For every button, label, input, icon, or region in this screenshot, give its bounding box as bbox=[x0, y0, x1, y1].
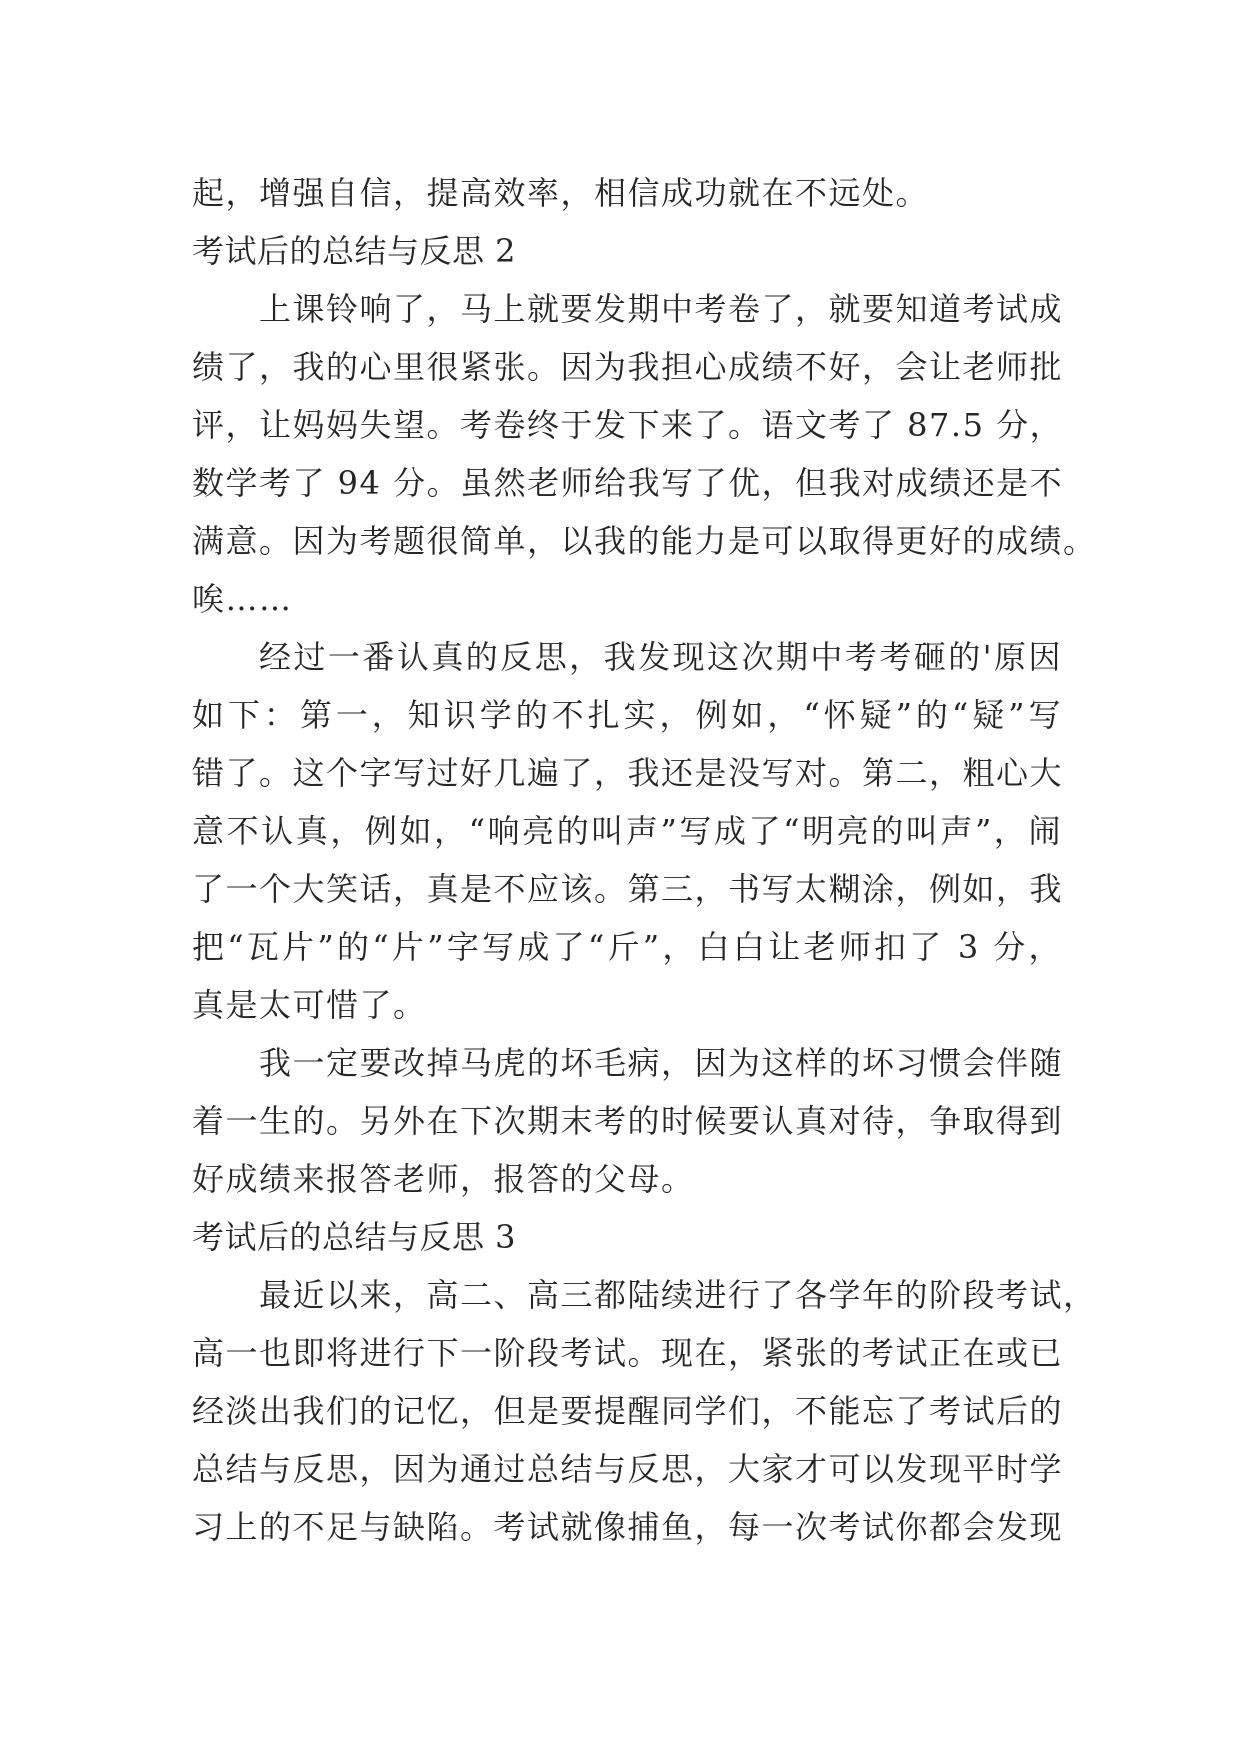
text-line: 了一个大笑话，真是不应该。第三，书写太糊涂，例如，我 bbox=[192, 870, 1064, 908]
text-line: 绩了，我的心里很紧张。因为我担心成绩不好，会让老师批 bbox=[192, 348, 1064, 386]
paragraph-first-line: 经过一番认真的反思，我发现这次期中考考砸的'原因 bbox=[259, 638, 1062, 676]
paragraph-first-line: 最近以来，高二、高三都陆续进行了各学年的阶段考试， bbox=[259, 1276, 1097, 1314]
paragraph-last-line: 唉…… bbox=[192, 580, 293, 618]
document-body bbox=[192, 164, 1097, 1556]
text-line: 意不认真，例如，“响亮的叫声”写成了“明亮的叫声”，闹 bbox=[192, 812, 1062, 850]
section-heading: 考试后的总结与反思 3 bbox=[192, 1218, 517, 1256]
paragraph-first-line: 上课铃响了，马上就要发期中考卷了，就要知道考试成 bbox=[259, 290, 1064, 328]
text-line: 习上的不足与缺陷。考试就像捕鱼，每一次考试你都会发现 bbox=[192, 1508, 1064, 1546]
text-line: 数学考了 94 分。虽然老师给我写了优，但我对成绩还是不 bbox=[192, 464, 1064, 502]
text-line: 着一生的。另外在下次期末考的时候要认真对待，争取得到 bbox=[192, 1102, 1064, 1140]
paragraph-last-line: 好成绩来报答老师，报答的父母。 bbox=[192, 1160, 695, 1198]
text-line: 高一也即将进行下一阶段考试。现在，紧张的考试正在或已 bbox=[192, 1334, 1064, 1372]
text-line: 把“瓦片”的“片”字写成了“斤”，白白让老师扣了 3 分， bbox=[192, 928, 1062, 966]
text-line: 评，让妈妈失望。考卷终于发下来了。语文考了 87.5 分， bbox=[192, 406, 1064, 444]
text-line: 错了。这个字写过好几遍了，我还是没写对。第二，粗心大 bbox=[192, 754, 1064, 792]
section-heading: 考试后的总结与反思 2 bbox=[192, 232, 517, 270]
text-line: 起，增强自信，提高效率，相信成功就在不远处。 bbox=[192, 174, 930, 212]
text-line: 经淡出我们的记忆，但是要提醒同学们，不能忘了考试后的 bbox=[192, 1392, 1064, 1430]
paragraph-first-line: 我一定要改掉马虎的坏毛病，因为这样的坏习惯会伴随 bbox=[259, 1044, 1064, 1082]
text-line: 总结与反思，因为通过总结与反思，大家才可以发现平时学 bbox=[192, 1450, 1064, 1488]
text-line: 满意。因为考题很简单，以我的能力是可以取得更好的成绩。 bbox=[192, 522, 1097, 560]
paragraph-last-line: 真是太可惜了。 bbox=[192, 986, 427, 1024]
text-line: 如下：第一，知识学的不扎实，例如，“怀疑”的“疑”写 bbox=[192, 696, 1062, 734]
